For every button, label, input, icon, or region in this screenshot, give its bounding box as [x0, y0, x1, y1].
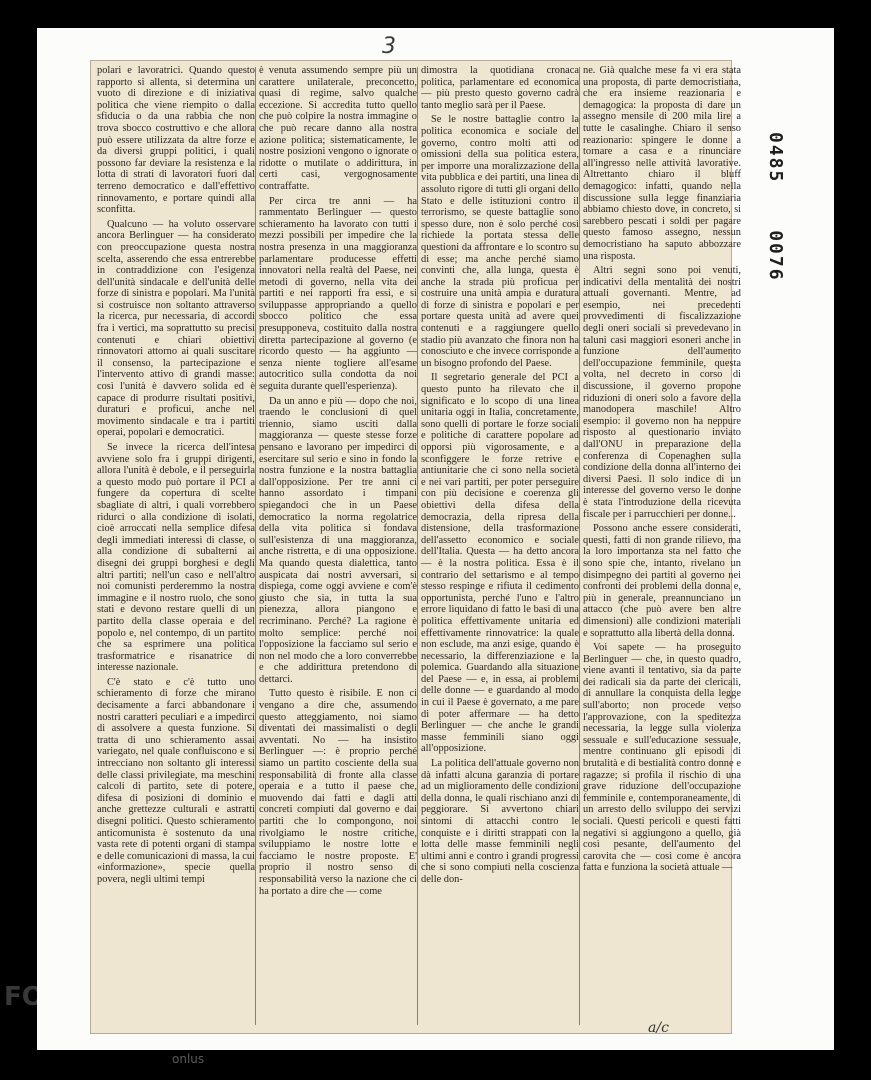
column-rule	[579, 67, 580, 1025]
paragraph: Altri segni sono poi venuti, indicativi della mentalità dei nostri attuali governanti. Mentre, ad esempio, nei precedenti provvedimenti di fiscalizzazione degli oneri sociali si prevedevano in taluni casi maggiori esoneri anche in funzione dell'aumento dell'occupazione femminile, questa volta, nel decreto in corso di discussione, il governo propone riduzioni di oneri solo a favore della manodopera maschile! Altro esempio: il governo non ha neppure risposto al questionario inviato dall'ONU in preparazione della conferenza di Copenaghen sulla condizione della donna all'interno dei diversi Paesi. Il solo indice di un interesse del governo verso le donne è stata l'introduzione della ricevuta fiscale per i parrucchieri per donne...	[583, 265, 741, 520]
paragraph: dimostra la quotidiana cronaca politica, parlamentare ed economica — più presto questo governo cadrà tanto meglio sarà per il Paese.	[421, 65, 579, 111]
handwritten-page-number: 3	[382, 34, 396, 59]
archive-number-2: 0076	[765, 230, 786, 282]
column-rule	[417, 67, 418, 1025]
watermark-onlus: onlus	[172, 1052, 205, 1066]
paragraph: è venuta assumendo sempre più un carattere unilaterale, preconcetto, quasi di regime, salvo qualche eccezione. Si accredita tutto quello che può colpire la nostra immagine o che può recare danno alla nostra azione politica; sistematicamente, le nostre posizioni vengono o ignorate o ridotte o mutilate o addirittura, in certi casi, vergognosamente contraffatte.	[259, 65, 417, 192]
watermark-logo: FO	[4, 982, 44, 1012]
paragraph: C'è stato e c'è tutto uno schieramento di forze che mirano decisamente a farci abbandonare i nostri caratteri peculiari e a impedirci di assolvere a questa funzione. Si tratta di uno schieramento assai variegato, nel quale confluiscono e si intrecciano non soltanto gli interessi delle classi privilegiate, ma meschini calcoli di partito, sete di potere, difesa di posizioni di dominio e anche grettezze culturali e astratti disegni politici. Questo schieramento anticomunista è sostenuto da una vasta rete di potenti organi di stampa e delle comunicazioni di massa, la cui «informazione», specie quella povera, negli ultimi tempi	[97, 676, 255, 885]
paragraph: Per circa tre anni — ha rammentato Berlinguer — questo schieramento ha lavorato con tutti i mezzi possibili per impedire che la nostra presenza in una maggioranza parlamentare producesse effetti innovatori nella realtà del Paese, nei metodi di governo, nella vita dei partiti e nei rapporti fra essi, e si sviluppasse appropriando a quello sbocco politico che essa presupponeva, costituito dalla nostra diretta partecipazione al governo (e ricordo questo — ha aggiunto — senza niente togliere all'esame autocritico sulla condotta da noi seguita durante quell'esperienza).	[259, 195, 417, 393]
text-column-4	[583, 65, 741, 1027]
paragraph: Da un anno e più — dopo che noi, traendo le conclusioni di quel triennio, siamo usciti dalla maggioranza — queste stesse forze pensano e lavorano per impedirci di esercitare sul serio e sino in fondo la nostra funzione e la nostra battaglia dall'opposizione. Per tre anni ci hanno assordato i timpani spiegandoci che in un Paese democratico la norma regolatrice della vita politica si fondava sull'esistenza di una maggioranza, anche ristretta, e di una opposizione. Ma quando questa dialettica, tanto auspicata dai nostri avversari, si dispiega, come oggi avviene e com'è giusto che sia, in tutta la sua pienezza, allora piangono e recriminano. Perché? La ragione è molto semplice: perché noi l'opposizione la facciamo sul serio e non nel modo che a loro converrebbe e che addirittura pretendono di dettarci.	[259, 395, 417, 685]
paragraph: Possono anche essere considerati, questi, fatti di non grande rilievo, ma la loro importanza sta nel fatto che sono spie che, intanto, rivelano un disimpegno dei partiti al governo nei confronti dei problemi della donna e, più in generale, preannunciano un attacco (che può avere ben altre dimensioni) alle condizioni materiali e soprattutto alla libertà della donna.	[583, 523, 741, 639]
text-column-1	[97, 65, 255, 1027]
paragraph: Voi sapete — ha proseguito Berlinguer — che, in questo quadro, viene avanti il tentativo, sia da parte dei radicali sia da parte dei clericali, di annullare la conquista della legge sull'aborto; non procede verso l'approvazione, con la speditezza necessaria, la legge sulla violenza sessuale e sull'educazione sessuale, mentre continuano gli episodi di brutalità e di bestialità contro donne e ragazze; si profila il rischio di una grave riduzione dell'occupazione femminile e, contemporaneamente, di un arresto dello sviluppo dei servizi sociali. Questi pericoli e questi fatti negativi si aggiungono a quello, già così pesante, dell'aumento del carovita che — così come è ancora fatta e funziona la società attuale —	[583, 642, 741, 874]
archive-number-stamp	[765, 132, 786, 316]
paragraph: Se le nostre battaglie contro la politica economica e sociale del governo, contro molti atti od omissioni della sua politica estera, per imporre una moralizzazione della vita pubblica e dei partiti, una linea di assoluto rigore di tutti gli organi dello Stato e delle istituzioni contro il terrorismo, se queste battaglie sono spesso dure, non è solo perché così richiede la portata stessa delle questioni da affrontare e lo scontro su di esse; ma anche perché siamo convinti che, alla lunga, questa è anche la strada più proficua per costruire una unità ampia e duratura di forze di sinistra e popolari e per portare questa unità ad avere quei contenuti e a raggiungere quello stadio più avanzato che finora non ha conosciuto e che invece corrisponde a un bisogno profondo del Paese.	[421, 114, 579, 369]
paragraph: ne. Già qualche mese fa vi era stata una proposta, di parte democristiana, che era insieme reazionaria e demagogica: la proposta di dare un assegno mensile di 200 mila lire a tutte le casalinghe. Chiaro il senso reazionario: spingere le donne a tornare a casa e a rinunciare all'ingresso nelle attività lavorative. Altrettanto chiaro il bluff demagogico: infatti, quando nella discussione sulla legge finanziaria abbiamo chiesto dove, in concreto, si sarebbero pescati i soldi per pagare questo famoso assegno, nessun democristiano ha saputo abbozzare una risposta.	[583, 65, 741, 262]
paragraph: polari e lavoratrici. Quando questo rapporto si allenta, si determina un vuoto di direzione e di iniziativa politica che viene riempito o dalla sfiducia o da una rabbia che non trova sbocco costruttivo e che allora può essere utilizzata da altre forze e da diversi gruppi politici, i quali possono far deviare la resistenza e la lotta di strati di lavoratori fuori dal terreno democratico e dall'effettivo rinnovamento, e portare quindi alla sconfitta.	[97, 65, 255, 216]
text-column-2	[259, 65, 417, 1027]
paragraph: Tutto questo è risibile. E non ci vengano a dire che, assumendo questo atteggiamento, noi siamo diventati dei massimalisti o degli avventati. No — ha insistito Berlinguer —: è proprio perché siamo un partito cosciente della sua responsabilità di fronte alla classe operaia e a tutto il paese che, muovendo dai fatti e dagli atti concreti compiuti dal governo e dai partiti che lo compongono, noi rivolgiamo le nostre critiche, sviluppiamo le nostre lotte e facciamo le nostre proposte. E' proprio il nostro senso di responsabilità verso la nazione che ci ha portato a dire che — come	[259, 688, 417, 897]
newspaper-clipping	[90, 60, 741, 1034]
paragraph: La politica dell'attuale governo non dà infatti alcuna garanzia di portare ad un miglioramento delle condizioni della donna, le quali rischiano anzi di peggiorare. Si avvertono chiari sintomi di attacchi contro le conquiste e i diritti strappati con la lotta delle masse femminili negli ultimi anni e contro i grandi progressi che si sono compiuti nella coscienza delle don-	[421, 758, 579, 885]
archive-number-1: 0485	[765, 132, 786, 184]
column-rule	[255, 67, 256, 1025]
paragraph: Qualcuno — ha voluto osservare ancora Berlinguer — ha considerato con preoccupazione questa nostra scelta, asserendo che essa entrerebbe in contraddizione con l'esigenza dell'unità sindacale e dell'unità delle forze di sinistra e popolari. Ma l'unità si costruisce non soltanto attraverso la ricerca, pur necessaria, di accordi fra i vertici, ma soprattutto su precisi contenuti e chiari obiettivi rinnovatori attorno ai quali suscitare il consenso, la partecipazione e l'intervento attivo di grandi masse: così l'unità è davvero solida ed è capace di produrre risultati positivi, duraturi e proficui, anche nel movimento sindacale e tra i partiti operai, popolari e democratici.	[97, 218, 255, 439]
paragraph: Se invece la ricerca dell'intesa avviene solo fra i gruppi dirigenti, allora l'unità è debole, e il perseguirla a questo modo può portare il PCI a fungere da copertura di scelte sbagliate di altri, i quali vorrebbero ridurci o alla condizione di isolati, cioè arroccati nella semplice difesa degli immediati interessi di classe, o alla condizione di subalterni ai disegni dei gruppi borghesi e degli altri partiti; nell'un caso e nell'altro noi comunisti perderemmo la nostra immagine e il nostro ruolo, che sono stati e devono restare quelli di un partito della classe operaia e del popolo e, nel contempo, di un partito che sa esprimere una politica trasformatrice e risanatrice di interesse nazionale.	[97, 442, 255, 674]
paragraph: Il segretario generale del PCI a questo punto ha rilevato che il significato e lo scopo di una linea unitaria oggi in Italia, concretamente, sono quelli di portare le forze sociali e politiche di carattere popolare ad opporsi più vigorosamente, e a sconfiggere le forze retrive e antiunitarie che ci sono nella società e nei vari partiti, per poter perseguire con più decisione e coerenza gli obiettivi della difesa della democrazia, della ripresa della distensione, della trasformazione dell'assetto economico e sociale dell'Italia. Questa — ha detto ancora — è la nostra politica. Essa è il contrario del settarismo e al tempo stesso respinge e rifiuta il cedimento opportunista, perché l'uno e l'altro errore liquidano di fatto le basi di una politica effettivamente unitaria ed effettivamente rinnovatrice: la quale non esclude, ma anzi esige, quando è necessario, la differenziazione e la polemica. Guardando alla situazione del Paese — e, in essa, ai problemi delle donne — e guardando al modo in cui il Paese è governato, a me pare di poter affermare — ha detto Berlinguer — che anche le grandi masse femminili siano oggi all'opposizione.	[421, 372, 579, 755]
text-column-3	[421, 65, 579, 1027]
handwritten-initials: a/c	[648, 1020, 669, 1036]
